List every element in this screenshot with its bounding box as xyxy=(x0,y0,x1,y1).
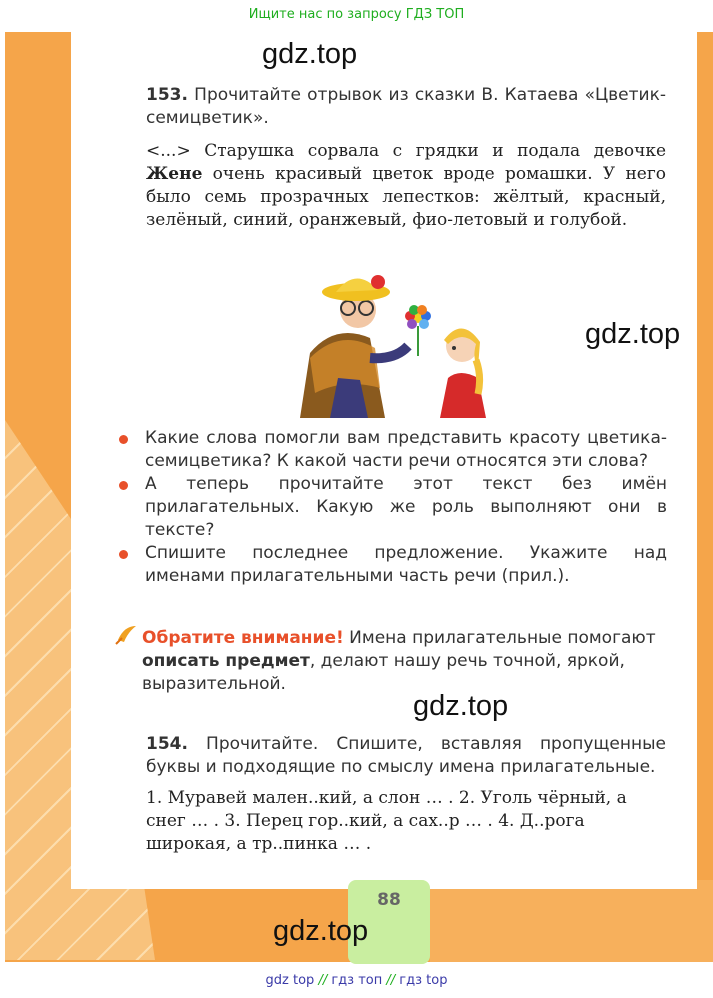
story-text: очень красивый цветок вроде ромашки. У него было семь прозрачных лепестков: жёлтый, красный, зелёный, синий, оранжевый, фио-летовый и голубой. xyxy=(146,164,666,230)
decorative-band xyxy=(430,880,713,962)
bottom-banner xyxy=(0,968,713,998)
attention-text: , делают нашу речь точной, яркой, выразительной. xyxy=(142,651,625,694)
watermark: gdz.top xyxy=(273,915,369,947)
old-woman-and-girl-illustration xyxy=(290,268,500,424)
top-banner[interactable]: Ищите нас по запросу ГДЗ ТОП xyxy=(248,7,465,22)
exercise-instruction: Прочитайте отрывок из сказки В. Катаева «Цветик-семицветик». xyxy=(146,85,666,128)
bullet-dot-icon xyxy=(119,550,128,559)
watermark: gdz.top xyxy=(585,318,681,350)
watermark: gdz.top xyxy=(262,38,358,70)
exercise-154-text xyxy=(146,787,666,856)
story-excerpt xyxy=(146,140,666,232)
exercise-number: 153. xyxy=(146,85,188,105)
exercise-sentences: 1. Муравей мален..кий, а слон … . 2. Уголь чёрный, а снег … . 3. Перец гор..кий, а сах..р … . 4. Д..рога широкая, а тр..пинка … . xyxy=(146,788,627,854)
question-item xyxy=(117,427,667,473)
exercise-154-intro xyxy=(146,733,666,779)
attention-note xyxy=(142,627,666,696)
exercise-number: 154. xyxy=(146,734,188,754)
question-text: Спишите последнее предложение. Укажите над именами прилагательными часть речи (прил.). xyxy=(145,543,667,586)
attention-bold-term: описать предмет xyxy=(142,651,310,671)
question-list xyxy=(117,427,667,588)
lightbulb-icon xyxy=(114,622,138,646)
question-item xyxy=(117,473,667,542)
story-name: Жене xyxy=(146,164,203,184)
exercise-instruction: Прочитайте. Спишите, вставляя пропущенные буквы и подходящие по смыслу имена прилагательные. xyxy=(146,734,667,777)
question-text: Какие слова помогли вам представить красоту цветика-семицветика? К какой части речи относятся эти слова? xyxy=(145,428,667,471)
watermark: gdz.top xyxy=(413,690,509,722)
page-number: 88 xyxy=(348,880,430,964)
attention-heading: Обратите внимание! xyxy=(142,628,344,648)
banner-separator: // xyxy=(318,973,328,988)
banner-separator: // xyxy=(386,973,396,988)
question-text: А теперь прочитайте этот текст без имён прилагательных. Какую же роль выполняют они в тексте? xyxy=(145,474,667,540)
banner-link[interactable]: гдз top xyxy=(399,973,448,988)
banner-link[interactable]: гдз топ xyxy=(331,973,383,988)
banner-link[interactable]: gdz top xyxy=(265,973,315,988)
exercise-153-intro xyxy=(146,84,666,130)
attention-text: Имена прилагательные помогают xyxy=(343,628,656,648)
story-text: <...> Старушка сорвала с грядки и подала девочке xyxy=(146,141,666,161)
bullet-dot-icon xyxy=(119,435,128,444)
question-item xyxy=(117,542,667,588)
bullet-dot-icon xyxy=(119,481,128,490)
